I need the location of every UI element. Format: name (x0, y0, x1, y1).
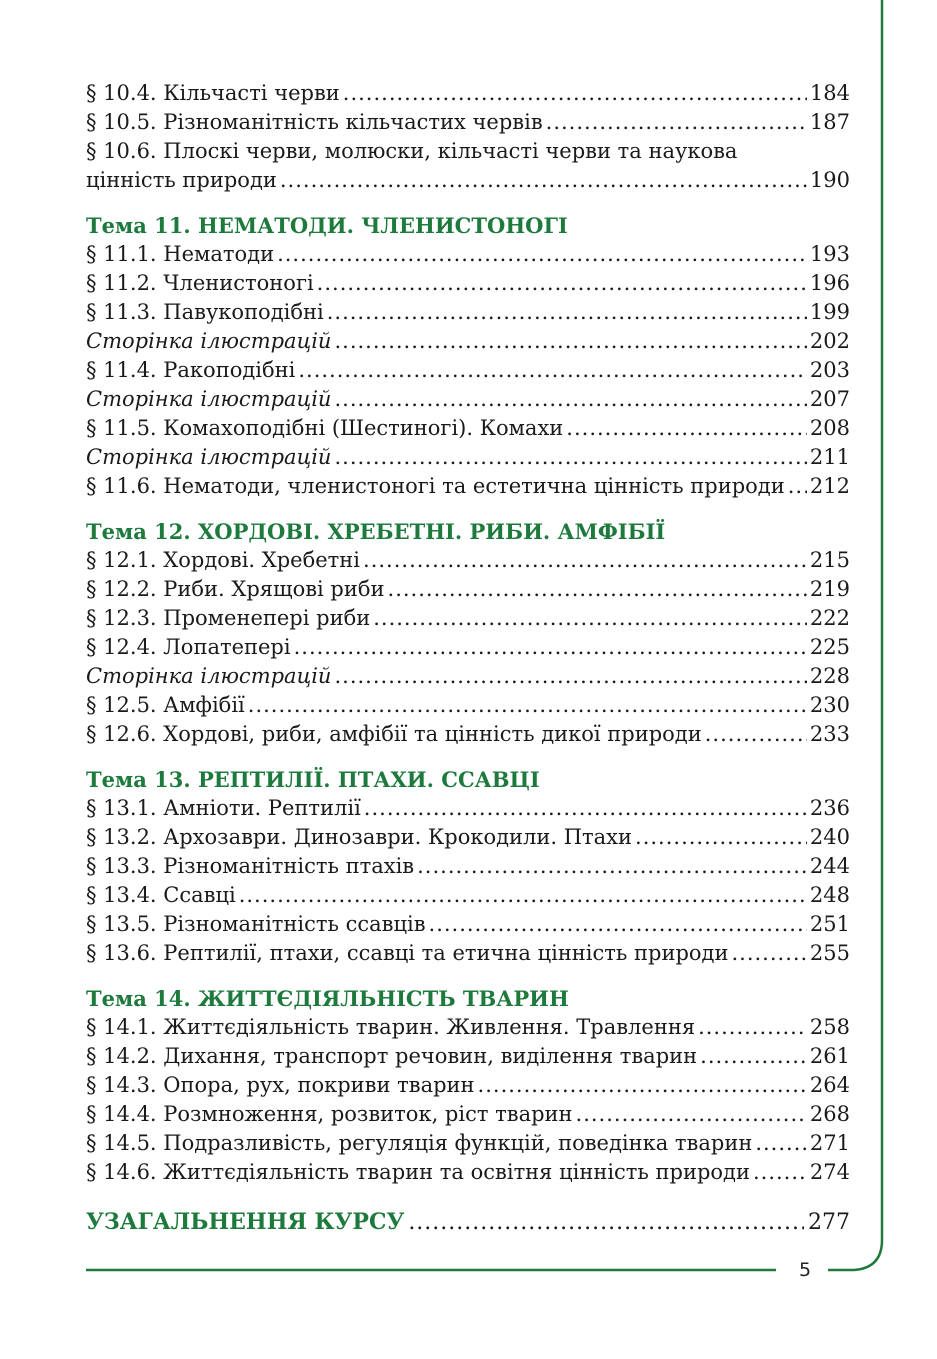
entry-page: 196 (809, 271, 850, 295)
entry-label: § 13.3. Різноманітність птахів (86, 854, 415, 878)
dot-leader (546, 108, 807, 137)
toc-entry[interactable] (86, 356, 850, 385)
toc-entry[interactable] (86, 546, 850, 575)
dot-leader (705, 720, 807, 749)
dot-leader (363, 546, 807, 575)
entry-label: Сторінка ілюстрацій (86, 329, 332, 353)
toc-entry[interactable] (86, 240, 850, 269)
toc-entry[interactable] (86, 852, 850, 881)
entry-label: § 14.1. Життєдіяльність тварин. Живлення. Травлення (86, 1015, 696, 1039)
entry-page: 261 (809, 1044, 850, 1068)
dot-leader (373, 604, 807, 633)
dot-leader (239, 881, 807, 910)
entry-page: 184 (809, 81, 850, 105)
entry-page: 264 (809, 1073, 850, 1097)
entry-label: § 12.6. Хордові, риби, амфібії та цінність дикої природи (86, 722, 702, 746)
entry-label: § 13.5. Різноманітність ссавців (86, 912, 426, 936)
entry-label-line1: § 10.6. Плоскі черви, молюски, кільчасті черви та наукова (86, 139, 738, 163)
entry-page: 208 (809, 416, 850, 440)
toc-entry[interactable] (86, 1013, 850, 1042)
dot-leader (700, 1042, 807, 1071)
entry-label: § 10.4. Кільчасті черви (86, 81, 340, 105)
entry-label: Сторінка ілюстрацій (86, 445, 332, 469)
toc-entry[interactable] (86, 443, 850, 472)
dot-leader (478, 1071, 807, 1100)
entry-page: 236 (809, 796, 850, 820)
entry-page: 233 (809, 722, 850, 746)
toc-entry[interactable] (86, 823, 850, 852)
dot-leader (429, 910, 807, 939)
dot-leader (635, 823, 807, 852)
page-number: 5 (798, 1259, 812, 1281)
final-label: УЗАГАЛЬНЕННЯ КУРСУ (86, 1209, 405, 1235)
entry-page: 230 (809, 693, 850, 717)
dot-leader (277, 240, 807, 269)
toc-entry-line1[interactable] (86, 137, 850, 166)
entry-label: § 14.6. Життєдіяльність тварин та освітня цінність природи (86, 1160, 750, 1184)
entry-page: 258 (809, 1015, 850, 1039)
dot-leader (334, 443, 806, 472)
entry-page: 211 (809, 445, 850, 469)
entry-label: Сторінка ілюстрацій (86, 387, 332, 411)
toc-entry[interactable] (86, 691, 850, 720)
dot-leader (731, 939, 806, 968)
toc-entry[interactable] (86, 1158, 850, 1187)
entry-page: 215 (809, 548, 850, 572)
entry-page: 203 (809, 358, 850, 382)
toc-entry[interactable] (86, 575, 850, 604)
entry-page: 244 (809, 854, 850, 878)
entry-label: § 14.4. Розмноження, розвиток, ріст тварин (86, 1102, 573, 1126)
entry-label: § 11.2. Членистоногі (86, 271, 314, 295)
entry-page: 212 (809, 474, 850, 498)
topic-heading[interactable]: Тема 11. НЕМАТОДИ. ЧЛЕНИСТОНОГІ (86, 213, 568, 238)
dot-leader (280, 166, 807, 195)
entry-page: 225 (809, 635, 850, 659)
final-page: 277 (808, 1210, 850, 1235)
dot-leader (334, 662, 806, 691)
dot-leader (317, 269, 807, 298)
entry-page: 268 (809, 1102, 850, 1126)
entry-page: 228 (809, 664, 850, 688)
entry-page: 190 (809, 168, 850, 192)
dot-leader (343, 79, 807, 108)
entry-label: § 13.2. Архозаври. Динозаври. Крокодили. Птахи (86, 825, 633, 849)
entry-label: § 11.4. Ракоподібні (86, 358, 296, 382)
entry-page: 193 (809, 242, 850, 266)
table-of-contents (86, 79, 850, 1238)
entry-page: 207 (809, 387, 850, 411)
dot-leader (364, 794, 807, 823)
entry-label: § 12.1. Хордові. Хребетні (86, 548, 361, 572)
toc-entry[interactable] (86, 604, 850, 633)
toc-entry[interactable] (86, 720, 850, 749)
entry-label: § 12.5. Амфібії (86, 693, 245, 717)
toc-entry[interactable] (86, 79, 850, 108)
entry-label: § 13.1. Амніоти. Рептилії (86, 796, 361, 820)
toc-entry[interactable] (86, 385, 850, 414)
entry-page: 199 (809, 300, 850, 324)
dot-leader (753, 1158, 807, 1187)
toc-entry[interactable] (86, 910, 850, 939)
toc-entry[interactable] (86, 1100, 850, 1129)
dot-leader (566, 414, 807, 443)
entry-page: 219 (809, 577, 850, 601)
entry-page: 274 (809, 1160, 850, 1184)
toc-entry[interactable] (86, 939, 850, 968)
dot-leader (334, 385, 806, 414)
dot-leader (698, 1013, 807, 1042)
topic-heading[interactable]: Тема 14. ЖИТТЄДІЯЛЬНІСТЬ ТВАРИН (86, 986, 569, 1011)
entry-page: 222 (809, 606, 850, 630)
toc-entry[interactable] (86, 1129, 850, 1158)
entry-label: § 12.3. Променепері риби (86, 606, 371, 630)
entry-label: § 13.4. Ссавці (86, 883, 236, 907)
entry-label: § 14.2. Дихання, транспорт речовин, виділення тварин (86, 1044, 698, 1068)
dot-leader (298, 356, 807, 385)
toc-entry[interactable] (86, 472, 850, 501)
dot-leader (248, 691, 807, 720)
toc-entry[interactable] (86, 298, 850, 327)
topic-heading[interactable]: Тема 13. РЕПТИЛІЇ. ПТАХИ. ССАВЦІ (86, 767, 540, 792)
entry-label: § 11.5. Комахоподібні (Шестиногі). Комахи (86, 416, 564, 440)
entry-label: § 14.3. Опора, рух, покриви тварин (86, 1073, 475, 1097)
toc-topics (86, 211, 850, 1187)
entry-page: 240 (809, 825, 850, 849)
dot-leader (294, 633, 807, 662)
entry-label: § 12.2. Риби. Хрящові риби (86, 577, 385, 601)
entry-page: 271 (809, 1131, 850, 1155)
topic-heading[interactable]: Тема 12. ХОРДОВІ. ХРЕБЕТНІ. РИБИ. АМФІБІЇ (86, 519, 666, 544)
entry-label: Сторінка ілюстрацій (86, 664, 332, 688)
dot-leader (417, 852, 807, 881)
toc-entry[interactable] (86, 1071, 850, 1100)
toc-entry[interactable] (86, 269, 850, 298)
dot-leader (334, 327, 806, 356)
entry-label: § 11.3. Павукоподібні (86, 300, 324, 324)
dot-leader (408, 1208, 804, 1238)
entry-page: 248 (809, 883, 850, 907)
dot-leader (755, 1129, 807, 1158)
entry-page: 255 (809, 941, 850, 965)
toc-entry[interactable] (86, 633, 850, 662)
toc-entry[interactable] (86, 881, 850, 910)
toc-top-entries (86, 79, 850, 195)
dot-leader (788, 472, 807, 501)
entry-label: § 12.4. Лопатепері (86, 635, 291, 659)
dot-leader (576, 1100, 807, 1129)
entry-label: § 10.5. Різноманітність кільчастих червів (86, 110, 543, 134)
toc-entry[interactable] (86, 794, 850, 823)
toc-entry[interactable] (86, 327, 850, 356)
dot-leader (327, 298, 807, 327)
entry-page: 187 (809, 110, 850, 134)
toc-entry[interactable] (86, 414, 850, 443)
dot-leader (388, 575, 807, 604)
toc-entry[interactable] (86, 662, 850, 691)
entry-label: § 13.6. Рептилії, птахи, ссавці та етична цінність природи (86, 941, 729, 965)
entry-page: 202 (809, 329, 850, 353)
toc-entry-line2[interactable] (86, 166, 850, 195)
entry-label: § 11.6. Нематоди, членистоногі та естетична цінність природи (86, 474, 785, 498)
toc-final-entry[interactable] (86, 1207, 850, 1238)
entry-page: 251 (809, 912, 850, 936)
entry-label: § 11.1. Нематоди (86, 242, 275, 266)
entry-label: § 14.5. Подразливість, регуляція функцій, поведінка тварин (86, 1131, 753, 1155)
entry-label-line2: цінність природи (86, 168, 277, 192)
toc-entry[interactable] (86, 1042, 850, 1071)
toc-entry[interactable] (86, 108, 850, 137)
